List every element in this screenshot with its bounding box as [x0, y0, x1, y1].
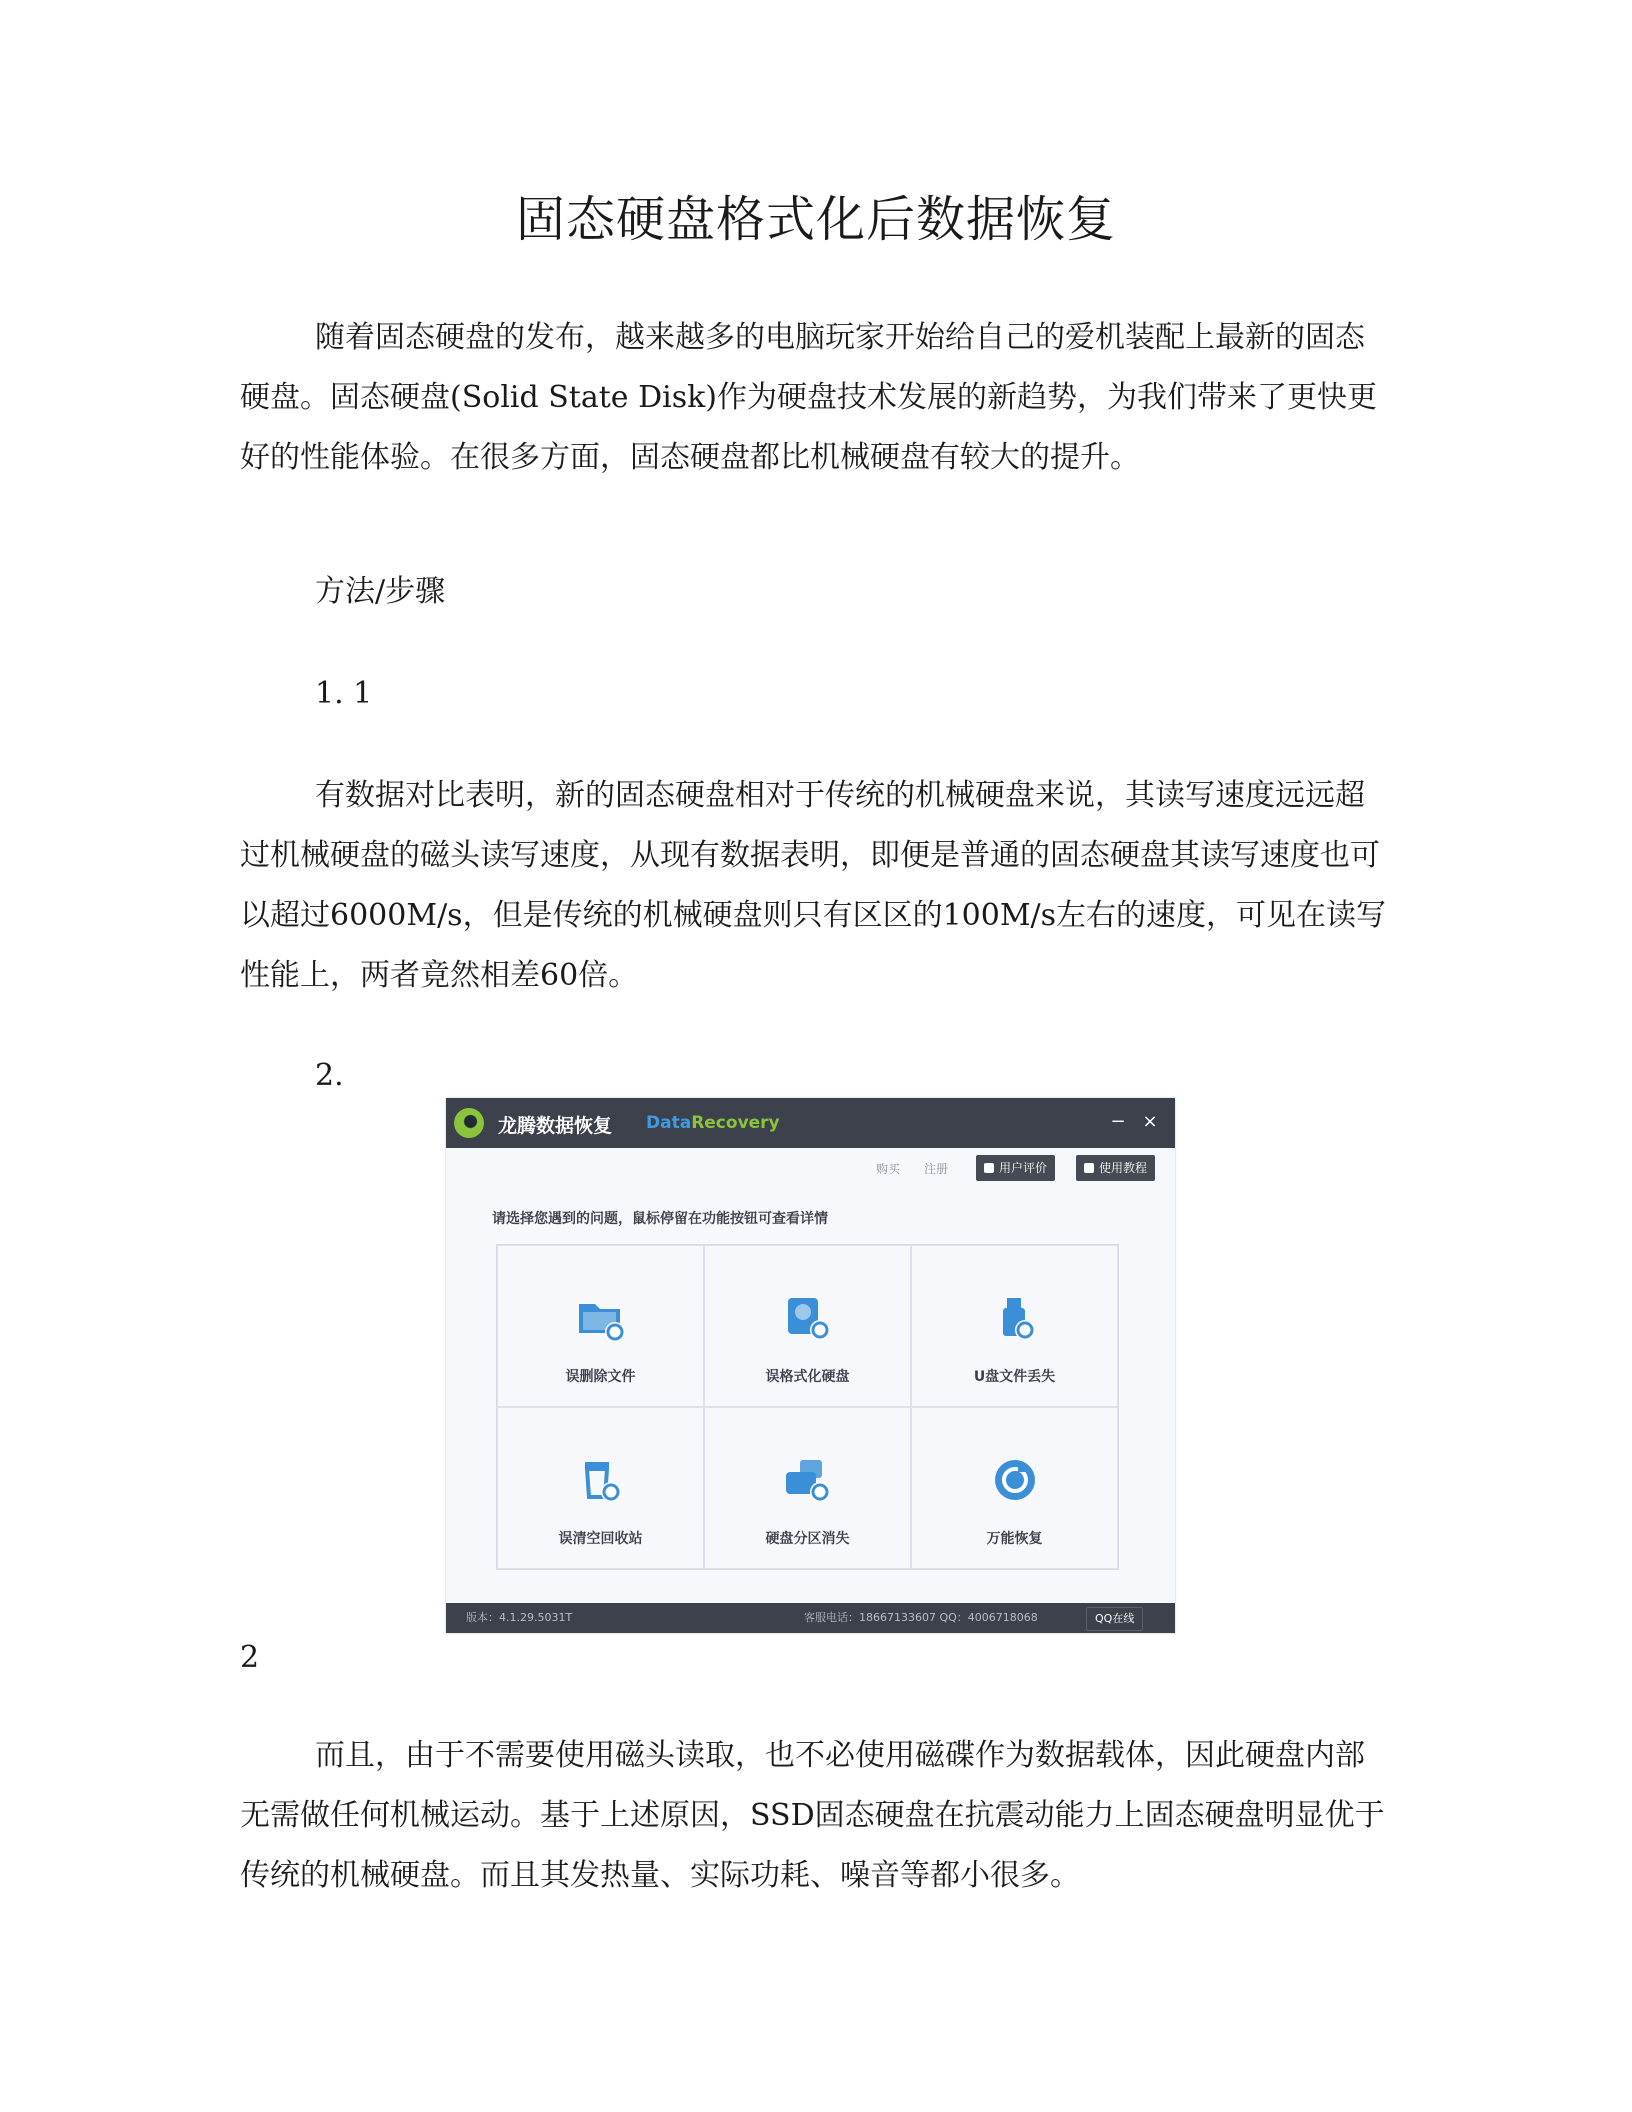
app-en-part2: Recovery	[691, 1113, 780, 1133]
universal-restore-icon	[985, 1450, 1045, 1510]
disk-restore-icon	[778, 1288, 838, 1348]
option-deleted-files[interactable]	[497, 1245, 704, 1407]
folder-restore-icon	[571, 1288, 631, 1348]
app-titlebar	[446, 1098, 1175, 1148]
step2-paragraph: 而且，由于不需要使用磁头读取，也不必使用磁碟作为数据载体，因此硬盘内部无需做任何机械运动。基于上述原因，SSD固态硬盘在抗震动能力上固态硬盘明显优于传统的机械硬盘。而且其发热量、实际功耗、噪音等都小很多。	[240, 1738, 1385, 1893]
document-title: 固态硬盘格式化后数据恢复	[515, 191, 1116, 248]
option-label: 万能恢复	[986, 1531, 1043, 1547]
app-english-name	[646, 1113, 780, 1133]
method-heading: 方法/步骤	[315, 574, 446, 609]
intro-paragraph: 随着固态硬盘的发布，越来越多的电脑玩家开始给自己的爱机装配上最新的固态硬盘。固态硬盘(Solid State Disk)作为硬盘技术发展的新趋势，为我们带来了更快更好的性能体验。在很多方面，固态硬盘都比机械硬盘有较大的提升。	[240, 320, 1378, 475]
option-label: 误删除文件	[565, 1369, 636, 1385]
book-icon	[1084, 1163, 1094, 1173]
version-text: 版本：4.1.29.5031T	[466, 1611, 573, 1624]
usb-restore-icon	[985, 1288, 1045, 1348]
option-label: 硬盘分区消失	[765, 1531, 850, 1547]
option-label: 误格式化硬盘	[765, 1369, 850, 1385]
step1-paragraph: 有数据对比表明，新的固态硬盘相对于传统的机械硬盘来说，其读写速度远远超过机械硬盘的磁头读写速度，从现有数据表明，即便是普通的固态硬盘其读写速度也可以超过6000M/s，但是传统的机械硬盘则只有区区的100M/s左右的速度，可见在读写性能上，两者竟然相差60倍。	[240, 778, 1387, 993]
option-label: U盘文件丢失	[973, 1369, 1056, 1385]
app-toolbar	[446, 1148, 1175, 1186]
app-screenshot	[446, 1098, 1175, 1633]
tutorial-button[interactable]	[1076, 1155, 1155, 1181]
recovery-options-grid	[496, 1244, 1119, 1570]
user-review-label: 用户评价	[999, 1161, 1048, 1175]
step2-label: 2.	[315, 1058, 344, 1093]
app-en-part1: Data	[646, 1113, 692, 1133]
instruction-text: 请选择您遇到的问题，鼠标停留在功能按钮可查看详情	[492, 1211, 828, 1227]
option-label: 误清空回收站	[558, 1531, 643, 1547]
app-statusbar	[446, 1603, 1175, 1633]
option-recycle-bin[interactable]	[497, 1407, 704, 1569]
app-name: 龙腾数据恢复	[498, 1115, 613, 1137]
thumb-icon	[984, 1163, 994, 1173]
trash-restore-icon	[571, 1450, 631, 1510]
support-contact: 客服电话：18667133607 QQ：4006718068	[804, 1611, 1038, 1624]
option-partition-lost[interactable]	[704, 1407, 911, 1569]
option-usb-lost[interactable]	[911, 1245, 1118, 1407]
step1-label: 1. 1	[315, 676, 373, 711]
option-universal[interactable]	[911, 1407, 1118, 1569]
register-link[interactable]: 注册	[924, 1162, 949, 1176]
user-review-button[interactable]	[976, 1155, 1055, 1181]
partition-restore-icon	[778, 1450, 838, 1510]
app-logo-icon	[454, 1108, 484, 1138]
image-caption: 2	[240, 1640, 260, 1675]
buy-link[interactable]: 购买	[876, 1162, 901, 1176]
qq-online-button[interactable]: QQ在线	[1086, 1607, 1143, 1631]
minimize-icon[interactable]: −	[1110, 1111, 1126, 1132]
tutorial-label: 使用教程	[1099, 1161, 1148, 1175]
option-formatted-disk[interactable]	[704, 1245, 911, 1407]
close-icon[interactable]: ×	[1142, 1111, 1158, 1132]
